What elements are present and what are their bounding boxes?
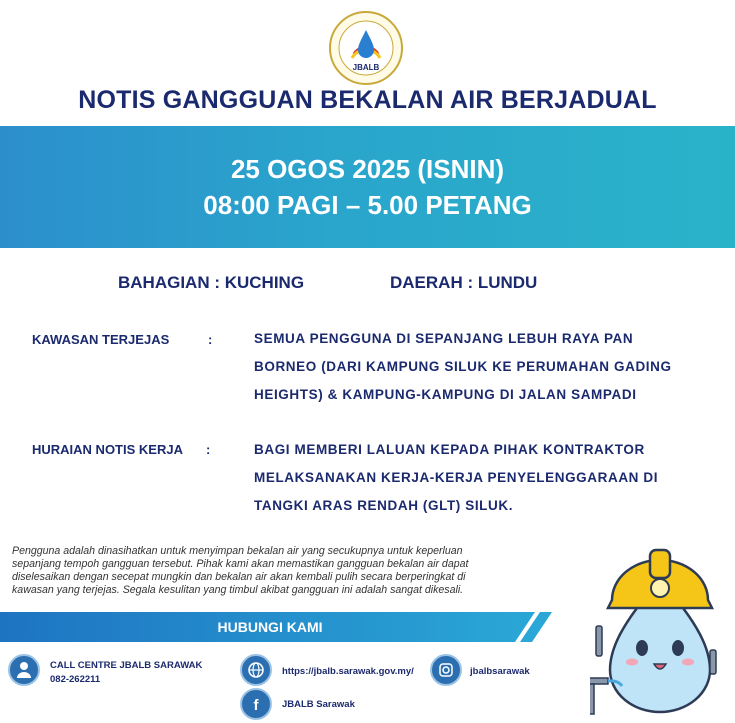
affected-line: SEMUA PENGGUNA DI SEPANJANG LEBUH RAYA PAN: [254, 331, 634, 346]
instagram-handle[interactable]: jbalbsarawak: [470, 666, 530, 677]
advisory-notice: [12, 545, 557, 597]
contact-heading: HUBUNGI KAMI: [217, 619, 323, 635]
facebook-icon: [240, 688, 272, 720]
notice-line: kawasan yang terjejas. Segala kesulitan yang timbul akibat gangguan ini adalah sangat dikesali.: [12, 584, 464, 596]
phone-icon: [8, 654, 40, 686]
work-line: TANGKI ARAS RENDAH (GLT) SILUK.: [254, 498, 514, 513]
work-description-colon: :: [206, 442, 211, 457]
division-label: BAHAGIAN : KUCHING: [118, 273, 305, 292]
notice-line: sepanjang tempoh gangguan tersebut. Pihak kami akan memastikan gangguan bekalan air dapat: [12, 558, 469, 570]
schedule-time: 08:00 PAGI – 5.00 PETANG: [203, 190, 532, 220]
affected-line: HEIGHTS) & KAMPUNG-KAMPUNG DI JALAN SAMPADI: [254, 387, 637, 402]
website-link[interactable]: https://jbalb.sarawak.gov.my/: [282, 666, 414, 677]
jbalb-logo: [328, 10, 404, 86]
affected-line: BORNEO (DARI KAMPUNG SILUK KE PERUMAHAN GADING: [254, 359, 672, 374]
call-centre-name: CALL CENTRE JBALB SARAWAK: [50, 660, 203, 671]
work-line: MELAKSANAKAN KERJA-KERJA PENYELENGGARAAN DI: [254, 470, 659, 485]
globe-icon: [240, 654, 272, 686]
water-drop-mascot: [590, 530, 730, 715]
page-title: NOTIS GANGGUAN BEKALAN AIR BERJADUAL: [78, 86, 657, 114]
facebook-page[interactable]: JBALB Sarawak: [282, 699, 355, 710]
district-label: DAERAH : LUNDU: [390, 273, 538, 292]
call-centre-phone[interactable]: 082-262211: [50, 674, 101, 685]
affected-area-value: [254, 325, 672, 409]
contact-heading-bar: [0, 612, 560, 642]
svg-text:f: f: [253, 697, 259, 714]
work-line: BAGI MEMBERI LALUAN KEPADA PIHAK KONTRAKTOR: [254, 442, 645, 457]
work-description-value: [254, 436, 658, 520]
schedule-date: 25 OGOS 2025 (ISNIN): [230, 154, 505, 184]
instagram-icon: [430, 654, 462, 686]
work-description-label: HURAIAN NOTIS KERJA: [32, 442, 183, 457]
affected-area-colon: :: [208, 332, 213, 347]
logo-brand: JBALB: [352, 63, 380, 72]
notice-line: diselesaikan dengan secepat mungkin dan bekalan air akan kembali pulih secara berperingkat di: [12, 571, 466, 583]
schedule-band: [0, 126, 735, 248]
notice-line: Pengguna adalah dinasihatkan untuk menyimpan bekalan air yang secukupnya untuk keperluan: [12, 545, 463, 557]
affected-area-label: KAWASAN TERJEJAS: [32, 332, 170, 347]
